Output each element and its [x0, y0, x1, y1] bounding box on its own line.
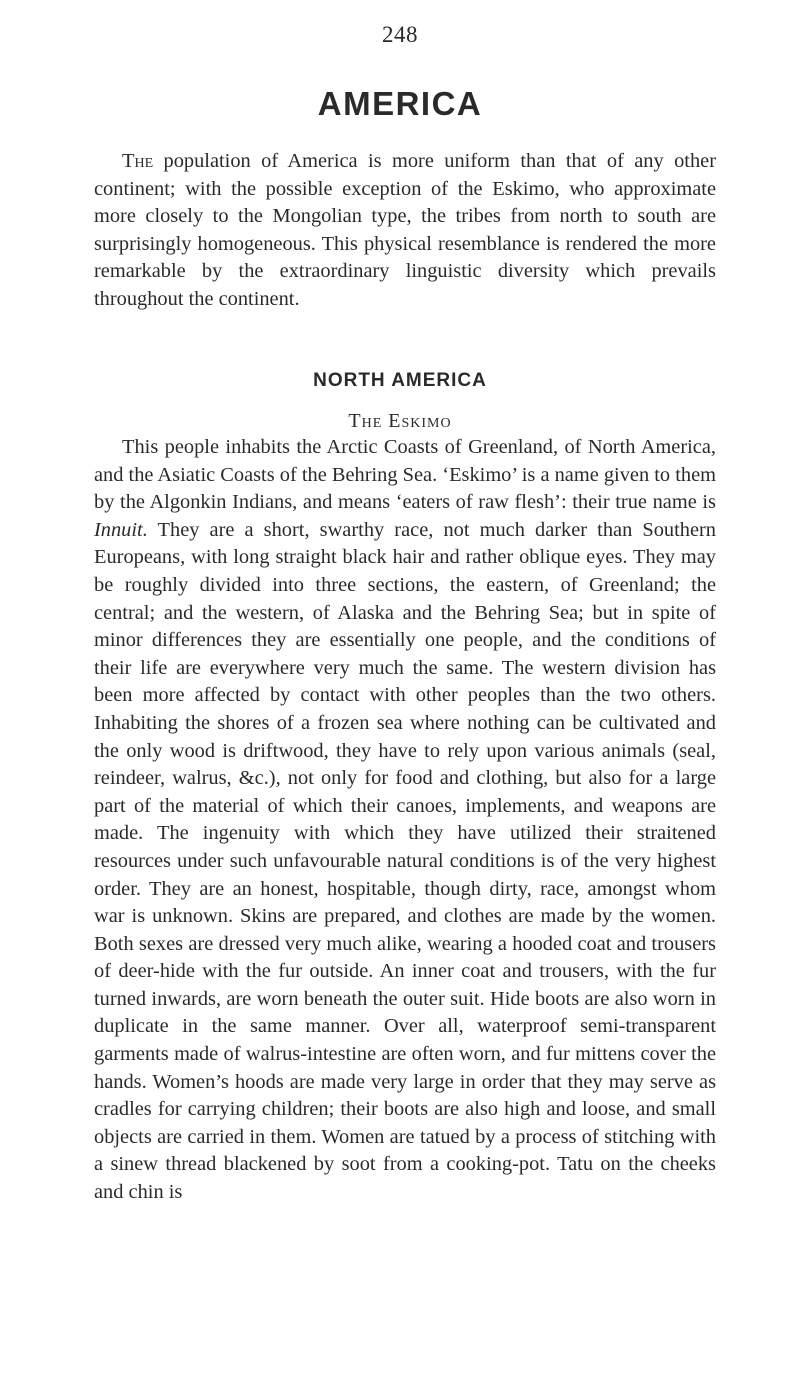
page-number: 248	[382, 22, 418, 47]
intro-text: population of America is more uniform than that of any other continent; with the possible exception of the Eskimo, who approximate more closely to the Mongolian type, the tribes from north to south are surprisingly homogeneous. This physical resemblance is rendered the more remarkable by the extraordinary linguistic diversity which prevails throughout the continent.	[94, 150, 716, 310]
intro-lead-word: The	[122, 150, 154, 172]
intro-paragraph	[94, 148, 716, 314]
chapter-title: AMERICA	[317, 85, 483, 122]
body-paragraph	[94, 434, 716, 1207]
native-name: Innuit.	[94, 518, 148, 541]
body-text-after: They are a short, swarthy race, not much darker than Southern Europeans, with long straight black hair and rather oblique eyes. They may be roughly divided into three sections, the eastern, of Greenland; the central; and the western, of Alaska and the Behring Sea; but in spite of minor differences they are essentially one people, and the conditions of their life are everywhere very much the same. The western division has been more affected by contact with other peoples than the two others. Inhabiting the shores of a frozen sea where nothing can be cultivated and the only wood is driftwood, they have to rely upon various animals (seal, reindeer, walrus, &c.), not only for food and clothing, but also for a large part of the material of which their canoes, implements, and weapons are made. The ingenuity with which they have utilized their straitened resources under such unfavourable natural conditions is of the very highest order. They are an honest, hospitable, though dirty, race, amongst whom war is unknown. Skins are prepared, and clothes are made by the women. Both sexes are dressed very much alike, wearing a hooded coat and trousers of deer-hide with the fur outside. An inner coat and trousers, with the fur turned inwards, are worn beneath the outer suit. Hide boots are also worn in duplicate in the same manner. Over all, waterproof semi-transparent garments made of walrus-intestine are often worn, and fur mittens cover the hands. Women’s hoods are made very large in order that they may serve as cradles for carrying children; their boots are also high and loose, and small objects are carried in them. Women are tatued by a process of stitching with a sinew thread blackened by soot from a cooking-pot. Tatu on the cheeks and chin is	[94, 518, 716, 1204]
body-text-before: This people inhabits the Arctic Coasts of Greenland, of North America, and the Asiatic Coasts of the Behring Sea. ‘Eskimo’ is a name given to them by the Algonkin Indians, and means ‘eaters of raw flesh’: their true name is	[94, 436, 716, 514]
subsection-title: The Eskimo	[348, 410, 452, 432]
section-title: NORTH AMERICA	[313, 370, 487, 391]
